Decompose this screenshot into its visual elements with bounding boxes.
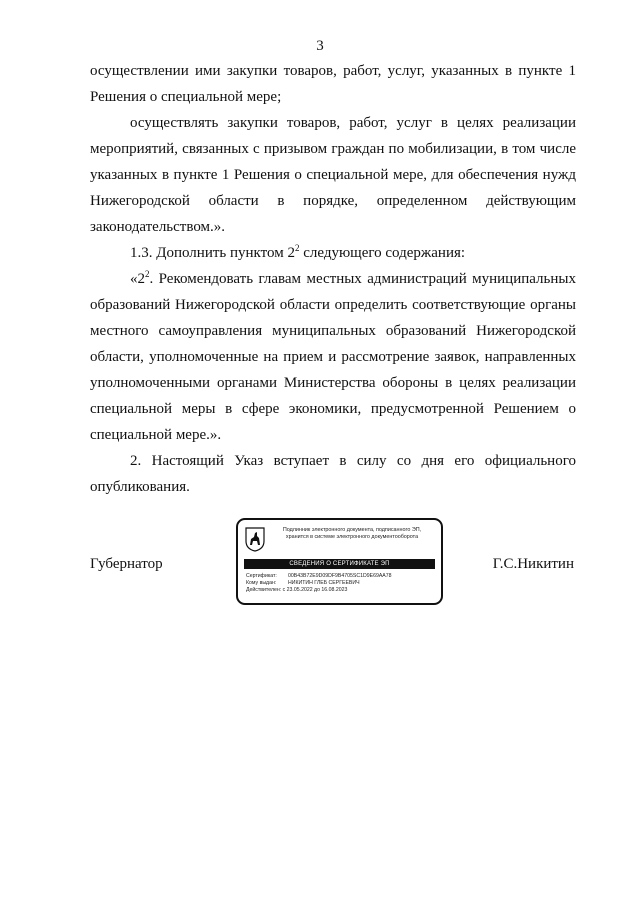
certificate-row [246,573,436,580]
paragraph-1: осуществлении ими закупки товаров, работ, услуг, указанных в пункте 1 Решения о специальной мере; [90,63,576,105]
paragraph-3-text-end: следующего содержания: [299,245,466,261]
owner-value: НИКИТИН ГЛЕБ СЕРГЕЕВИЧ [288,580,360,586]
signature-block [0,516,640,606]
paragraph-2: осуществлять закупки товаров, работ, услуг в целях реализации мероприятий, связанных с призывом граждан по мобилизации, в том числе указанных в пункте 1 Решения о специальной мере, для обеспечения нужд Нижегородской области в порядке, определенном действующим законодательством.». [90,115,576,235]
certificate-details [246,573,436,594]
stamp-header-line: Подлинник электронного документа, подписанного ЭП, [282,527,422,533]
paragraph-4 [90,266,576,448]
paragraph-5: 2. Настоящий Указ вступает в силу со дня его официального опубликования. [90,453,576,495]
electronic-signature-stamp [236,518,443,605]
stamp-header-line: хранится в системе электронного документооборота [285,534,419,540]
validity-row: Действителен: с 23.05.2022 до 16.08.2023 [246,587,348,593]
certificate-value: 00B43B72E9D09DF9B4705SC1D9E69AA78 [288,573,392,579]
signer-title: Губернатор [90,556,163,572]
paragraph-3-text: 1.3. Дополнить пунктом 2 [130,245,295,261]
document-body [90,58,576,500]
page-number: 3 [316,38,324,54]
owner-label: Кому выдан: [246,580,277,586]
coat-of-arms-icon [245,527,265,552]
stamp-header [268,527,436,541]
certificate-info-bar: СВЕДЕНИЯ О СЕРТИФИКАТЕ ЭП [244,559,435,569]
owner-row [246,580,436,587]
signer-name: Г.С.Никитин [492,556,574,572]
superscript: 2 [294,243,300,253]
certificate-label: Сертификат: [246,573,277,579]
paragraph-3 [90,240,576,266]
paragraph-4-text: «2 [130,271,145,287]
paragraph-4-text-end: . Рекомендовать главам местных администраций муниципальных образований Нижегородской области определить соответствующие органы местного самоуправления муниципальных образований Нижегородской области, уполномоченные на прием и рассмотрение заявок, направленных уполномоченными органами Министерства обороны в целях реализации специальной меры в сфере экономики, предусмотренной Решением о специальной мере.». [90,271,576,443]
superscript: 2 [145,269,150,279]
